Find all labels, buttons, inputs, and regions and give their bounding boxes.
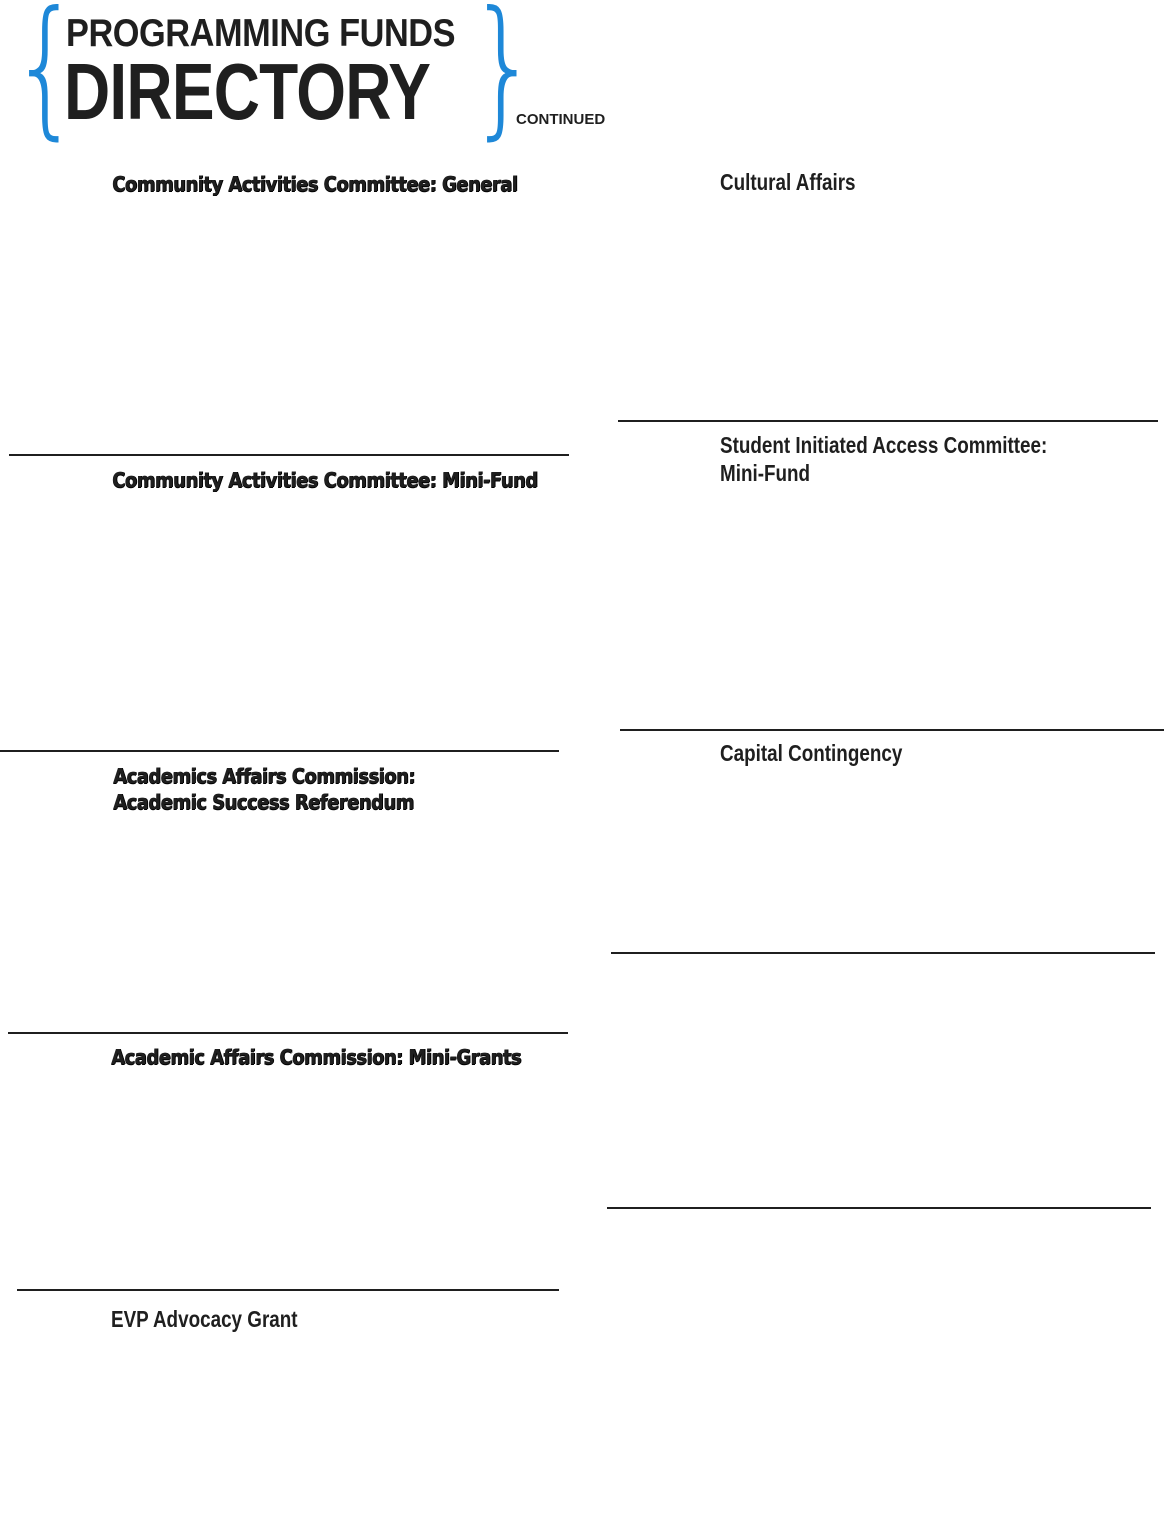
close-brace-graphic: } [468,0,540,154]
section-heading: Capital Contingency [720,740,903,766]
continued-label: CONTINUED [516,111,606,128]
section-heading-line2: Academic Success Referendum [113,790,414,814]
section-divider [607,1207,1151,1209]
section-divider [620,729,1164,731]
section-divider [618,420,1158,422]
section-heading: Academic Affairs Commission: Mini-Grants [111,1045,521,1069]
header-title-line1: PROGRAMMING FUNDS [66,12,456,55]
section-divider [17,1289,559,1291]
section-divider [611,952,1155,954]
open-brace-graphic: { [10,0,82,154]
section-divider [8,1032,568,1034]
section-divider [9,454,569,456]
section-heading: Student Initiated Access Committee: Mini-Fund [720,432,1048,486]
section-divider [0,750,559,752]
header-title-line2: DIRECTORY [64,47,431,136]
section-heading: Cultural Affairs [720,169,856,195]
section-heading: EVP Advocacy Grant [111,1306,298,1332]
section-heading: Community Activities Committee: General [112,172,518,196]
section-heading-line1: Academics Affairs Commission: [113,764,415,788]
section-heading: Community Activities Committee: Mini-Fund [112,468,538,492]
